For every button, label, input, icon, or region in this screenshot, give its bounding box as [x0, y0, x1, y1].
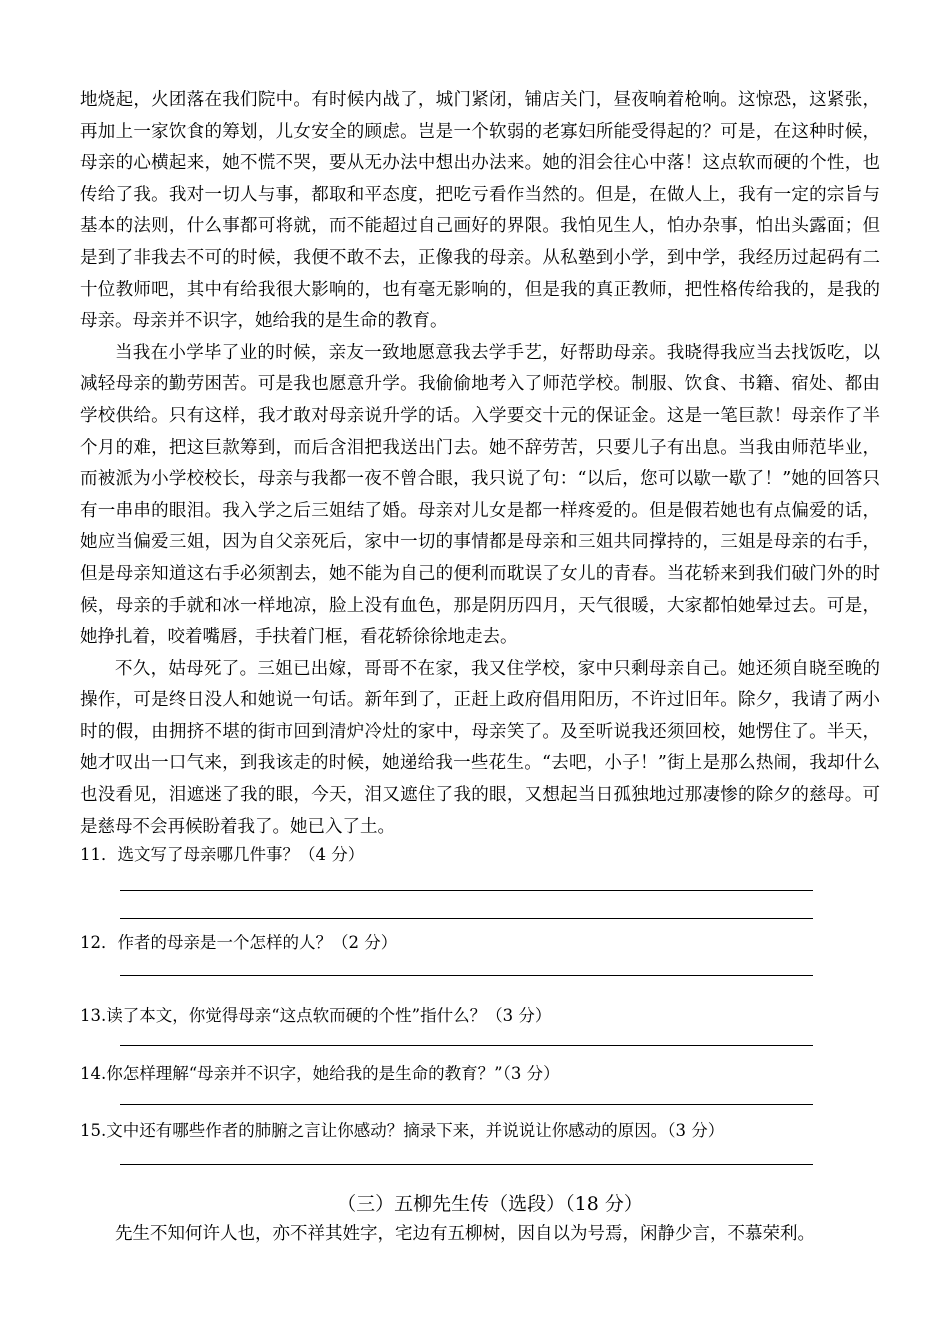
answer-line-13[interactable] [120, 1028, 813, 1046]
exam-page [80, 85, 880, 1249]
question-11-text: 11．选文写了母亲哪几件事？（4 分） [80, 845, 365, 865]
answer-line-12[interactable] [120, 955, 813, 976]
section-3-title: （三）五柳先生传（选段）（18 分） [337, 1193, 643, 1216]
question-13-text: 13.读了本文，你觉得母亲“这点软而硬的个性”指什么？（3 分） [80, 1006, 552, 1026]
question-15-text: 15.文中还有哪些作者的肺腑之言让你感动？摘录下来，并说说让你感动的原因。（3 分） [80, 1121, 725, 1141]
question-13 [80, 1004, 880, 1046]
answer-line-11a[interactable] [120, 867, 813, 891]
question-15 [80, 1119, 880, 1165]
passage-paragraph-1: 地烧起，火团落在我们院中。有时候内战了，城门紧闭，铺店关门，昼夜响着枪响。这惊恐，这紧张，再加上一家饮食的筹划，儿女安全的顾虑。岂是一个软弱的老寡妇所能受得起的？可是，在这种时候，母亲的心横起来，她不慌不哭，要从无办法中想出办法来。她的泪会往心中落！这点软而硬的个性，也传给了我。我对一切人与事，都取和平态度，把吃亏看作当然的。但是，在做人上，我有一定的宗旨与基本的法则，什么事都可将就，而不能超过自己画好的界限。我怕见生人，怕办杂事，怕出头露面；但是到了非我去不可的时候，我便不敢不去，正像我的母亲。从私塾到小学，到中学，我经历过起码有二十位教师吧，其中有给我很大影响的，也有毫无影响的，但是我的真正教师，把性格传给我的，是我的母亲。母亲并不识字，她给我的是生命的教育。 [80, 90, 880, 332]
answer-line-15[interactable] [120, 1143, 813, 1165]
section-3-first-line: 先生不知何许人也，亦不祥其姓字，宅边有五柳树，因自以为号焉，闲静少言，不慕荣利。 [115, 1224, 815, 1245]
question-12-text: 12．作者的母亲是一个怎样的人？（2 分） [80, 933, 398, 953]
question-11 [80, 843, 880, 919]
answer-line-14[interactable] [120, 1086, 813, 1105]
question-12 [80, 931, 880, 976]
passage-paragraph-3: 不久，姑母死了。三姐已出嫁，哥哥不在家，我又住学校，家中只剩母亲自己。她还须自晓至晚的操作，可是终日没人和她说一句话。新年到了，正赶上政府倡用阳历，不许过旧年。除夕，我请了两小时的假，由拥挤不堪的街市回到清炉冷灶的家中，母亲笑了。及至听说我还须回校，她愣住了。半天，她才叹出一口气来，到我该走的时候，她递给我一些花生。“去吧，小子！”街上是那么热闹，我却什么也没看见，泪遮迷了我的眼，今天，泪又遮住了我的眼，又想起当日孤独地过那凄惨的除夕的慈母。可是慈母不会再候盼着我了。她已入了土。 [80, 658, 880, 837]
question-14-text: 14.你怎样理解“母亲并不识字，她给我的是生命的教育？”（3 分） [80, 1064, 560, 1084]
passage-paragraph-2: 当我在小学毕了业的时候，亲友一致地愿意我去学手艺，好帮助母亲。我晓得我应当去找饭吃，以减轻母亲的勤劳困苦。可是我也愿意升学。我偷偷地考入了师范学校。制服、饮食、书籍、宿处、都由学校供给。只有这样，我才敢对母亲说升学的话。入学要交十元的保证金。这是一笔巨款！母亲作了半个月的难，把这巨款筹到，而后含泪把我送出门去。她不辞劳苦，只要儿子有出息。当我由师范毕业，而被派为小学校校长，母亲与我都一夜不曾合眼，我只说了句：“以后，您可以歇一歇了！”她的回答只有一串串的眼泪。我入学之后三姐结了婚。母亲对儿女是都一样疼爱的。但是假若她也有点偏爱的话，她应当偏爱三姐，因为自父亲死后，家中一切的事情都是母亲和三姐共同撑持的，三姐是母亲的右手，但是母亲知道这右手必须割去，她不能为自己的便利而耽误了女儿的青春。当花轿来到我们破门外的时候，母亲的手就和冰一样地凉，脸上没有血色，那是阴历四月，天气很暖，大家都怕她晕过去。可是，她挣扎着，咬着嘴唇，手扶着门框，看花轿徐徐地走去。 [80, 342, 880, 648]
question-14 [80, 1062, 880, 1105]
answer-line-11b[interactable] [120, 891, 813, 919]
